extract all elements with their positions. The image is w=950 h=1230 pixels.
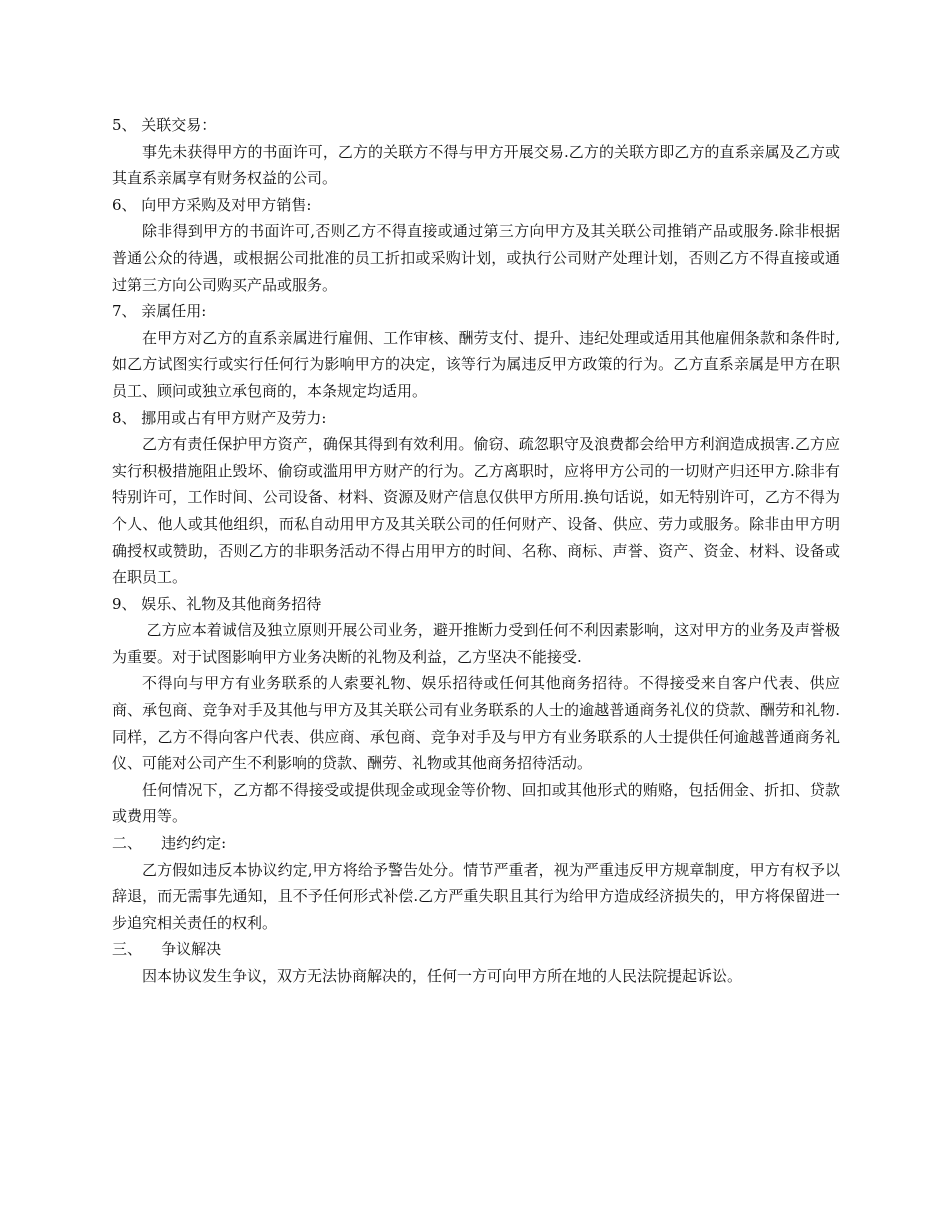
section-3-heading: 三、 争议解决 xyxy=(112,940,222,959)
clause-9-paragraph-3: 任何情况下，乙方都不得接受或提供现金或现金等价物、回扣或其他形式的贿赂，包括佣金、折扣、贷款或费用等。 xyxy=(112,780,840,826)
section-2-heading: 二、 违约约定: xyxy=(112,834,227,853)
clause-9-heading: 9、 娱乐、礼物及其他商务招待 xyxy=(112,594,322,613)
clause-5-heading: 5、 关联交易： xyxy=(112,116,217,134)
section-3-paragraph: 因本协议发生争议，双方无法协商解决的，任何一方可向甲方所在地的人民法院提起诉讼。 xyxy=(142,967,743,985)
clause-8-paragraph: 乙方有责任保护甲方资产，确保其得到有效利用。偷窃、疏忽职守及浪费都会给甲方利润造成损害.乙方应实行积极措施阻止毁坏、偷窃或滥用甲方财产的行为。乙方离职时，应将甲方公司的一切财产归还甲方.除非有特别许可，工作时间、公司设备、材料、资源及财产信息仅供甲方所用.换句话说，如无特别许可，乙方不得为个人、他人或其他组织，而私自动用甲方及其关联公司的任何财产、设备、供应、劳力或服务。除非由甲方明确授权或赞助，否则乙方的非职务活动不得占用甲方的时间、名称、商标、声誉、资产、资金、材料、设备或在职员工。 xyxy=(112,435,840,587)
clause-8-heading: 8、 挪用或占有甲方财产及劳力: xyxy=(112,408,327,427)
clause-9-paragraph-2: 不得向与甲方有业务联系的人索要礼物、娱乐招待或任何其他商务招待。不得接受来自客户代表、供应商、承包商、竞争对手及其他与甲方及其关联公司有业务联系的人士的逾越普通商务礼仪的贷款、酬劳和礼物.同样，乙方不得向客户代表、供应商、承包商、竞争对手及与甲方有业务联系的人士提供任何逾越普通商务礼仪、可能对公司产生不利影响的贷款、酬劳、礼物或其他商务招待活动。 xyxy=(112,674,840,773)
clause-6-paragraph: 除非得到甲方的书面许可,否则乙方不得直接或通过第三方向甲方及其关联公司推销产品或服务.除非根据普通公众的待遇，或根据公司批准的员工折扣或采购计划，或执行公司财产处理计划，否则乙方不得直接或通过第三方向公司购买产品或服务。 xyxy=(112,222,840,294)
clause-7-paragraph: 在甲方对乙方的直系亲属进行雇佣、工作审核、酬劳支付、提升、违纪处理或适用其他雇佣条款和条件时,如乙方试图实行或实行任何行为影响甲方的决定，该等行为属违反甲方政策的行为。乙方直系亲属是甲方在职员工、顾问或独立承包商的，本条规定均适用。 xyxy=(112,328,840,400)
clause-6-heading: 6、 向甲方采购及对甲方销售: xyxy=(112,195,312,214)
clause-7-heading: 7、 亲属任用: xyxy=(112,302,207,321)
clause-9-paragraph-1: 乙方应本着诚信及独立原则开展公司业务，避开推断力受到任何不利因素影响，这对甲方的业务及声誉极为重要。对于试图影响甲方业务决断的礼物及利益，乙方坚决不能接受. xyxy=(112,621,840,666)
section-2-paragraph: 乙方假如违反本协议约定,甲方将给予警告处分。情节严重者，视为严重违反甲方规章制度，甲方有权予以辞退，而无需事先通知，且不予任何形式补偿.乙方严重失职且其行为给甲方造成经济损失的，甲方将保留进一步追究相关责任的权利。 xyxy=(112,860,840,932)
clause-5-paragraph: 事先未获得甲方的书面许可，乙方的关联方不得与甲方开展交易.乙方的关联方即乙方的直系亲属及乙方或其直系亲属享有财务权益的公司。 xyxy=(112,142,840,188)
document-body xyxy=(112,112,840,990)
